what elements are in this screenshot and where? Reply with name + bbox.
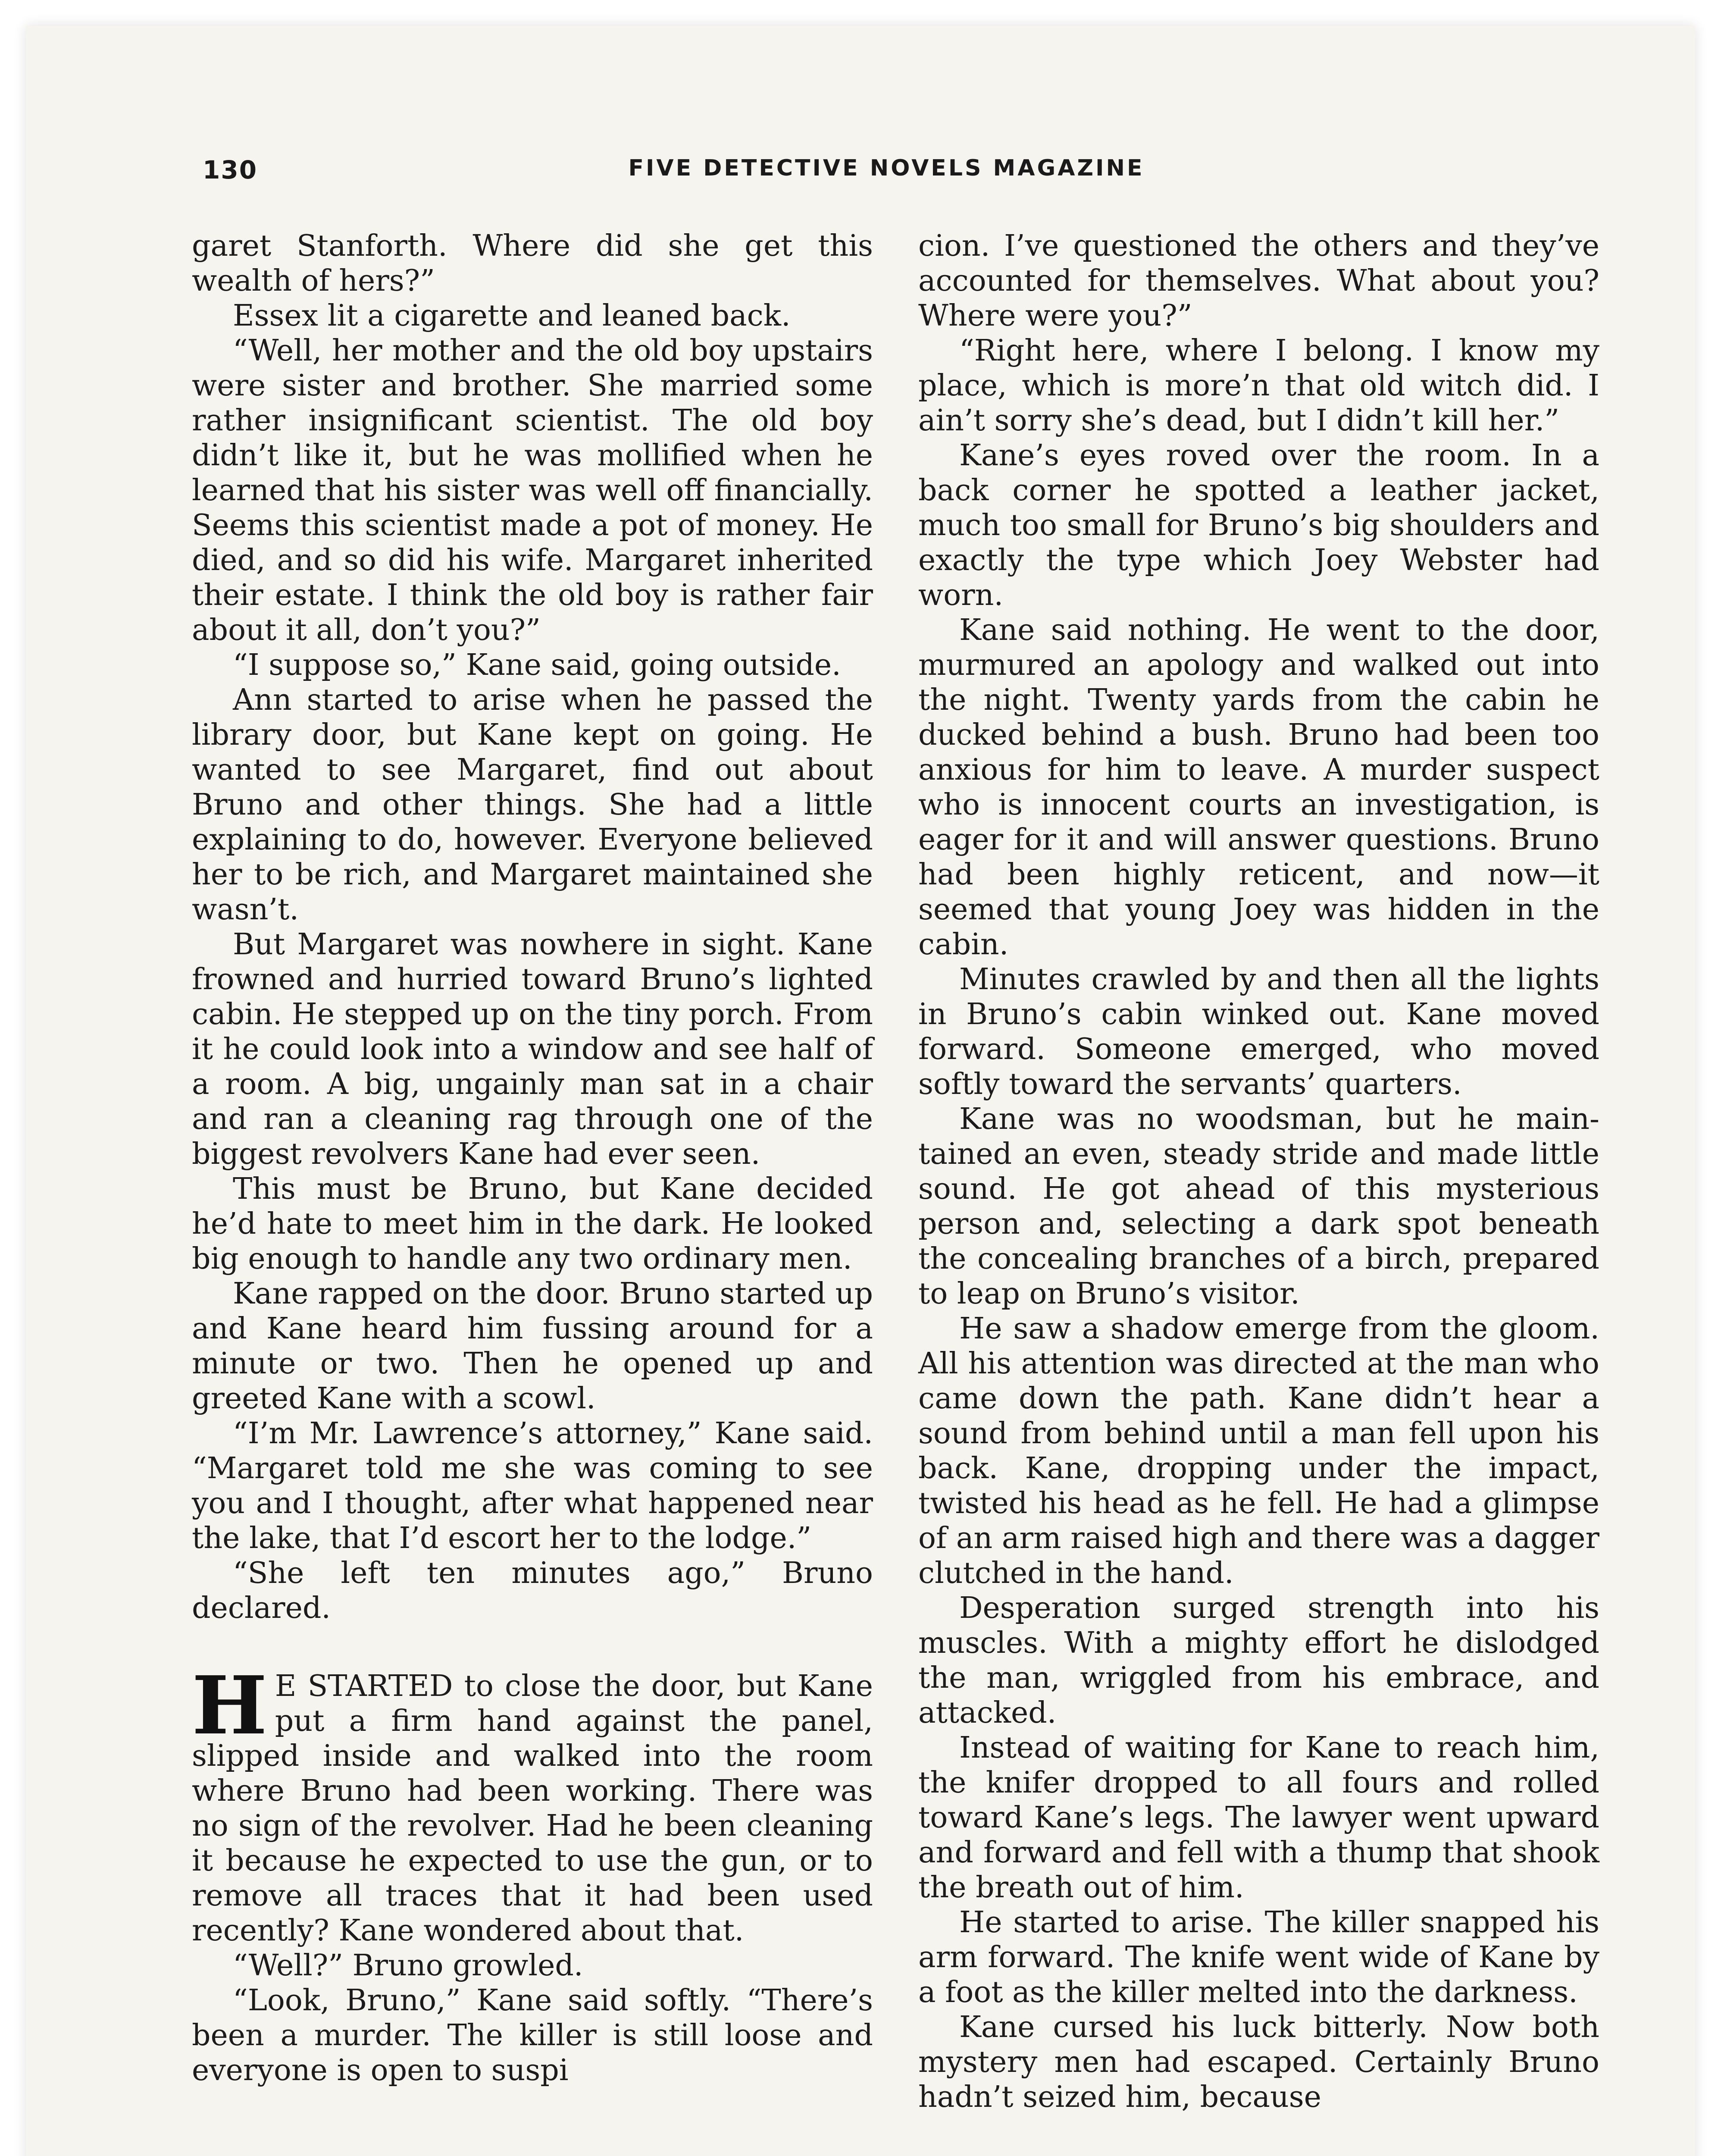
- paragraph: But Margaret was nowhere in sight. Kane frowned and hurried toward Bruno’s lighted cabin. He stepped up on the tiny porch. From it he could look into a window and see half of a room. A big, ungainly man sat in a chair and ran a cleaning rag through one of the biggest revolvers Kane had ever seen.: [192, 928, 873, 1171]
- paragraph: Ann started to arise when he passed the library door, but Kane kept on going. He wanted to see Margaret, find out about Bruno and other things. She had a little explaining to do, however. Everyone believed her to be rich, and Margaret maintained she wasn’t.: [192, 683, 873, 927]
- paragraph: Kane said nothing. He went to the door, murmured an apology and walked out into the night. Twenty yards from the cabin he ducked behind a bush. Bruno had been too anxious for him to leave. A murder suspect who is innocent courts an investigation, is eager for it and will answer questions. Bruno had been highly reticent, and now—it seemed that young Joey was hidden in the cabin.: [918, 613, 1599, 962]
- paragraph: Kane’s eyes roved over the room. In a back corner he spotted a leather jacket, much too small for Bruno’s big shoulders and exactly the type which Joey Webster had worn.: [918, 439, 1599, 612]
- paragraph: Essex lit a cigarette and leaned back.: [233, 299, 791, 333]
- paragraph: Instead of waiting for Kane to reach him, the knifer dropped to all fours and rolled toward Kane’s legs. The lawyer went upward and forward and fell with a thump that shook the breath out of him.: [918, 1731, 1599, 1905]
- paragraph: “I’m Mr. Lawrence’s attorney,” Kane said. “Margaret told me she was coming to see you and I thought, after what happened near the lake, that I’d escort her to the lodge.”: [192, 1416, 873, 1555]
- drop-cap: H: [192, 1658, 267, 1752]
- running-header: [203, 155, 1570, 190]
- paragraph: Desperation surged strength into his muscles. With a mighty effort he dislodged the man, wriggled from his embrace, and attacked.: [918, 1591, 1599, 1730]
- paragraph: Kane was no woodsman, but he maintained an even, steady stride and made little sound. He got ahead of this mysterious person and, selecting a dark spot beneath the concealing branches of a birch, prepared to leap on Bruno’s visitor.: [918, 1102, 1599, 1311]
- text-columns: [192, 229, 1599, 2156]
- section-paragraph-text: E STARTED to close the door, but Kane put a firm hand against the panel, slipped inside and walked into the room where Bruno had been working. There was no sign of the revolver. Had he been cleaning it because he expected to use the gun, or to remove all traces that it had been used recently? Kane wondered about that.: [192, 1669, 873, 1948]
- paragraph: “I suppose so,” Kane said, going outside.: [233, 648, 841, 682]
- paragraph: Kane rapped on the door. Bruno started up and Kane heard him fussing around for a minute or two. Then he opened up and greeted Kane with a scowl.: [192, 1277, 873, 1416]
- paragraph: He started to arise. The killer snapped his arm forward. The knife went wide of Kane by a foot as the killer melted into the darkness.: [918, 1905, 1599, 2009]
- paragraph: He saw a shadow emerge from the gloom. All his attention was directed at the man who came down the path. Kane didn’t hear a sound from behind until a man fell upon his back. Kane, dropping under the impact, twisted his head as he fell. He had a glimpse of an arm raised high and there was a dagger clutched in the hand.: [918, 1312, 1599, 1590]
- magazine-page: [26, 26, 1695, 2156]
- page-number: 130: [203, 155, 258, 185]
- paragraph: “Look, Bruno,” Kane said softly. “There’s been a murder. The killer is still loose and everyone is open to suspi: [192, 1984, 873, 2087]
- right-column: [918, 229, 1599, 2156]
- paragraph: “She left ten minutes ago,” Bruno declared.: [192, 1556, 873, 1625]
- paragraph: garet Stanforth. Where did she get this wealth of hers?”: [192, 229, 873, 298]
- paragraph: “Well, her mother and the old boy upstairs were sister and brother. She married some rather insignificant scientist. The old boy didn’t like it, but he was mollified when he learned that his sister was well off financially. Seems this scientist made a pot of money. He died, and so did his wife. Margaret inherited their estate. I think the old boy is rather fair about it all, don’t you?”: [192, 334, 873, 647]
- magazine-title: FIVE DETECTIVE NOVELS MAGAZINE: [628, 155, 1145, 181]
- paragraph: cion. I’ve questioned the others and they’ve accounted for themselves. What about you? Where were you?”: [918, 229, 1599, 333]
- paragraph: “Right here, where I belong. I know my place, which is more’n that old witch did. I ain’t sorry she’s dead, but I didn’t kill her.”: [918, 334, 1599, 438]
- paragraph: Minutes crawled by and then all the lights in Bruno’s cabin winked out. Kane moved forward. Someone emerged, who moved softly toward the servants’ quarters.: [918, 962, 1599, 1101]
- paragraph: “Well?” Bruno growled.: [233, 1949, 583, 1983]
- left-column: [192, 229, 873, 2156]
- paragraph: Kane cursed his luck bitterly. Now both mystery men had escaped. Certainly Bruno hadn’t seized him, because: [918, 2010, 1599, 2114]
- section-start-paragraph: [192, 1658, 873, 1948]
- paragraph: This must be Bruno, but Kane decided he’d hate to meet him in the dark. He looked big enough to handle any two ordinary men.: [192, 1172, 873, 1276]
